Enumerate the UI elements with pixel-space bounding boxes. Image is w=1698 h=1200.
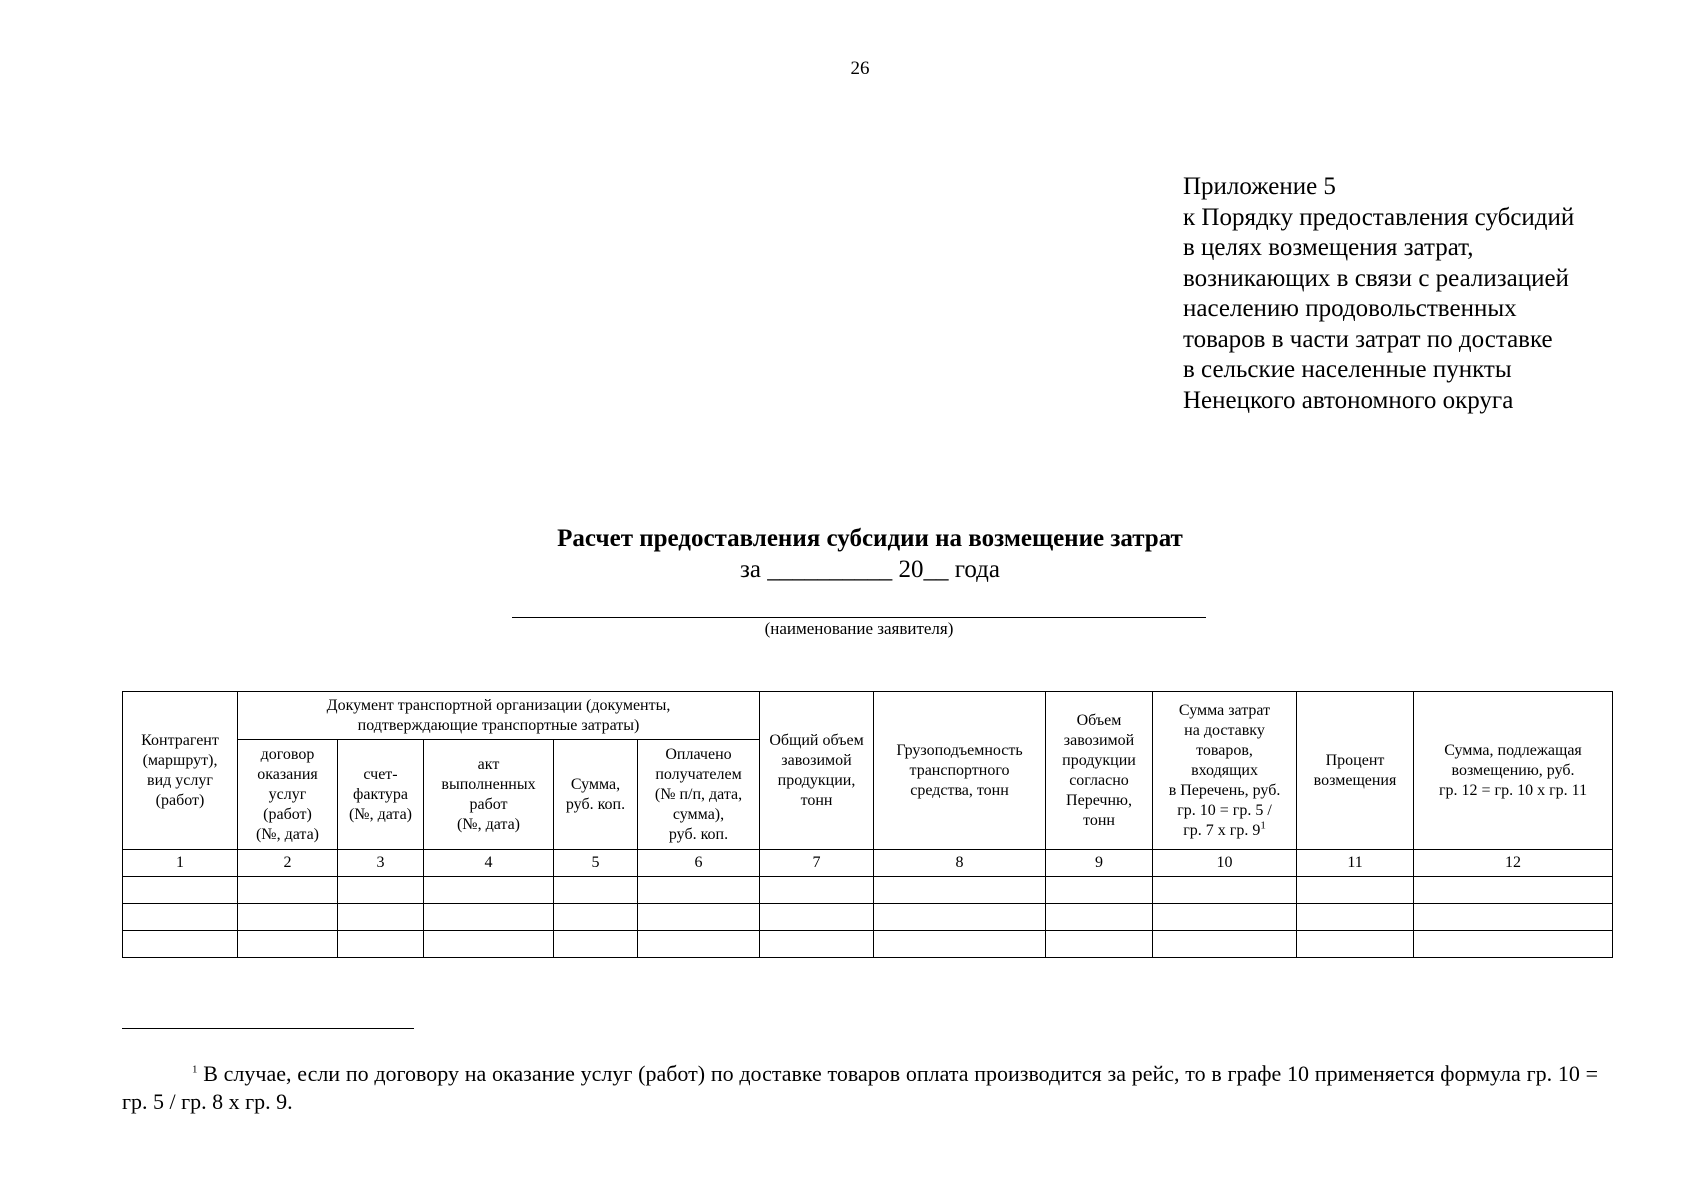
column-number: 4 <box>424 850 554 877</box>
header-carrying-capacity: Грузоподъемность транспортного средства, тонн <box>874 692 1046 850</box>
table-cell[interactable] <box>123 877 238 904</box>
column-number: 5 <box>554 850 638 877</box>
footnote <box>122 1060 1598 1116</box>
table-cell[interactable] <box>1153 904 1297 931</box>
table-row <box>123 877 1613 904</box>
table-cell[interactable] <box>1414 877 1613 904</box>
table-cell[interactable] <box>338 931 424 958</box>
page-number: 26 <box>850 58 870 79</box>
appendix-line: Приложение 5 <box>1183 173 1336 200</box>
table-cell[interactable] <box>238 904 338 931</box>
header-total-volume: Общий объем завозимой продукции, тонн <box>760 692 874 850</box>
footnote-mark: 1 <box>192 1063 198 1076</box>
table-cell[interactable] <box>1414 931 1613 958</box>
column-number: 12 <box>1414 850 1613 877</box>
table-cell[interactable] <box>638 931 760 958</box>
footnote-text: В случае, если по договору на оказание услуг (работ) по доставке товаров оплата производится за рейс, то в графе 10 применяется формула гр. 10 = гр. 5 / гр. 8 х гр. 9. <box>122 1061 1598 1114</box>
appendix-line: населению продовольственных <box>1183 295 1517 322</box>
table-row <box>123 904 1613 931</box>
appendix-block <box>1183 172 1574 416</box>
header-sum: Сумма, руб. коп. <box>554 740 638 850</box>
table-cell[interactable] <box>1297 904 1414 931</box>
appendix-line: товаров в части затрат по доставке <box>1183 325 1553 353</box>
header-contract: договор оказания услуг (работ) (№, дата) <box>238 740 338 850</box>
table-cell[interactable] <box>1153 931 1297 958</box>
table-cell[interactable] <box>238 931 338 958</box>
table-cell[interactable] <box>123 904 238 931</box>
table-cell[interactable] <box>238 877 338 904</box>
header-invoice: счет- фактура (№, дата) <box>338 740 424 850</box>
table-cell[interactable] <box>1297 931 1414 958</box>
appendix-line: возникающих в связи с реализацией <box>1183 264 1569 292</box>
table-cell[interactable] <box>638 904 760 931</box>
table-cell[interactable] <box>424 931 554 958</box>
table-cell[interactable] <box>874 877 1046 904</box>
applicant-underline <box>512 617 1206 618</box>
header-row-1 <box>123 692 1613 740</box>
table-cell[interactable] <box>123 931 238 958</box>
table-cell[interactable] <box>1046 877 1153 904</box>
table-cell[interactable] <box>638 877 760 904</box>
table-cell[interactable] <box>554 904 638 931</box>
column-number: 3 <box>338 850 424 877</box>
table-cell[interactable] <box>1046 931 1153 958</box>
table-cell[interactable] <box>760 931 874 958</box>
table-cell[interactable] <box>874 931 1046 958</box>
table-cell[interactable] <box>1297 877 1414 904</box>
header-work-act: акт выполненных работ (№, дата) <box>424 740 554 850</box>
table-cell[interactable] <box>1046 904 1153 931</box>
table-cell[interactable] <box>424 904 554 931</box>
column-number: 11 <box>1297 850 1414 877</box>
table-cell[interactable] <box>874 904 1046 931</box>
appendix-line: в сельские населенные пункты <box>1183 356 1512 383</box>
column-number: 1 <box>123 850 238 877</box>
column-number: 7 <box>760 850 874 877</box>
table-cell[interactable] <box>554 877 638 904</box>
applicant-caption: (наименование заявителя) <box>764 619 954 638</box>
table-cell[interactable] <box>338 877 424 904</box>
table-cell[interactable] <box>338 904 424 931</box>
table-cell[interactable] <box>1153 877 1297 904</box>
column-number: 6 <box>638 850 760 877</box>
table-cell[interactable] <box>1414 904 1613 931</box>
column-number: 10 <box>1153 850 1297 877</box>
column-number-row <box>123 850 1613 877</box>
header-list-volume: Объем завозимой продукции согласно Перечню, тонн <box>1046 692 1153 850</box>
footnote-separator <box>122 1028 414 1029</box>
header-paid: Оплачено получателем (№ п/п, дата, сумма), руб. коп. <box>638 740 760 850</box>
table-row <box>123 931 1613 958</box>
column-number: 2 <box>238 850 338 877</box>
header-delivery-cost: Сумма затрат на доставку товаров, входящих в Перечень, руб. гр. 10 = гр. 5 / гр. 7 х гр. $9^1$ <box>1153 692 1297 850</box>
table-cell[interactable] <box>554 931 638 958</box>
table-cell[interactable] <box>424 877 554 904</box>
title-block <box>420 524 1320 585</box>
appendix-line: Ненецкого автономного округа <box>1183 386 1514 414</box>
column-number: 8 <box>874 850 1046 877</box>
header-counterparty: Контрагент (маршрут), вид услуг (работ) <box>123 692 238 850</box>
appendix-line: в целях возмещения затрат, <box>1183 234 1474 261</box>
calculation-table <box>122 691 1613 958</box>
document-title: Расчет предоставления субсидии на возмещение затрат <box>557 525 1183 552</box>
appendix-line: к Порядку предоставления субсидий <box>1183 203 1575 231</box>
header-transport-documents: Документ транспортной организации (документы, подтверждающие транспортные затраты) <box>238 692 760 740</box>
table-cell[interactable] <box>760 877 874 904</box>
table-cell[interactable] <box>760 904 874 931</box>
footnote-reference: 1 <box>1260 819 1266 832</box>
period-line: за __________ 20__ года <box>740 556 1000 583</box>
header-reimbursement-sum: Сумма, подлежащая возмещению, руб. гр. 12 = гр. 10 х гр. 11 <box>1414 692 1613 850</box>
column-number: 9 <box>1046 850 1153 877</box>
header-reimbursement-percent: Процент возмещения <box>1297 692 1414 850</box>
